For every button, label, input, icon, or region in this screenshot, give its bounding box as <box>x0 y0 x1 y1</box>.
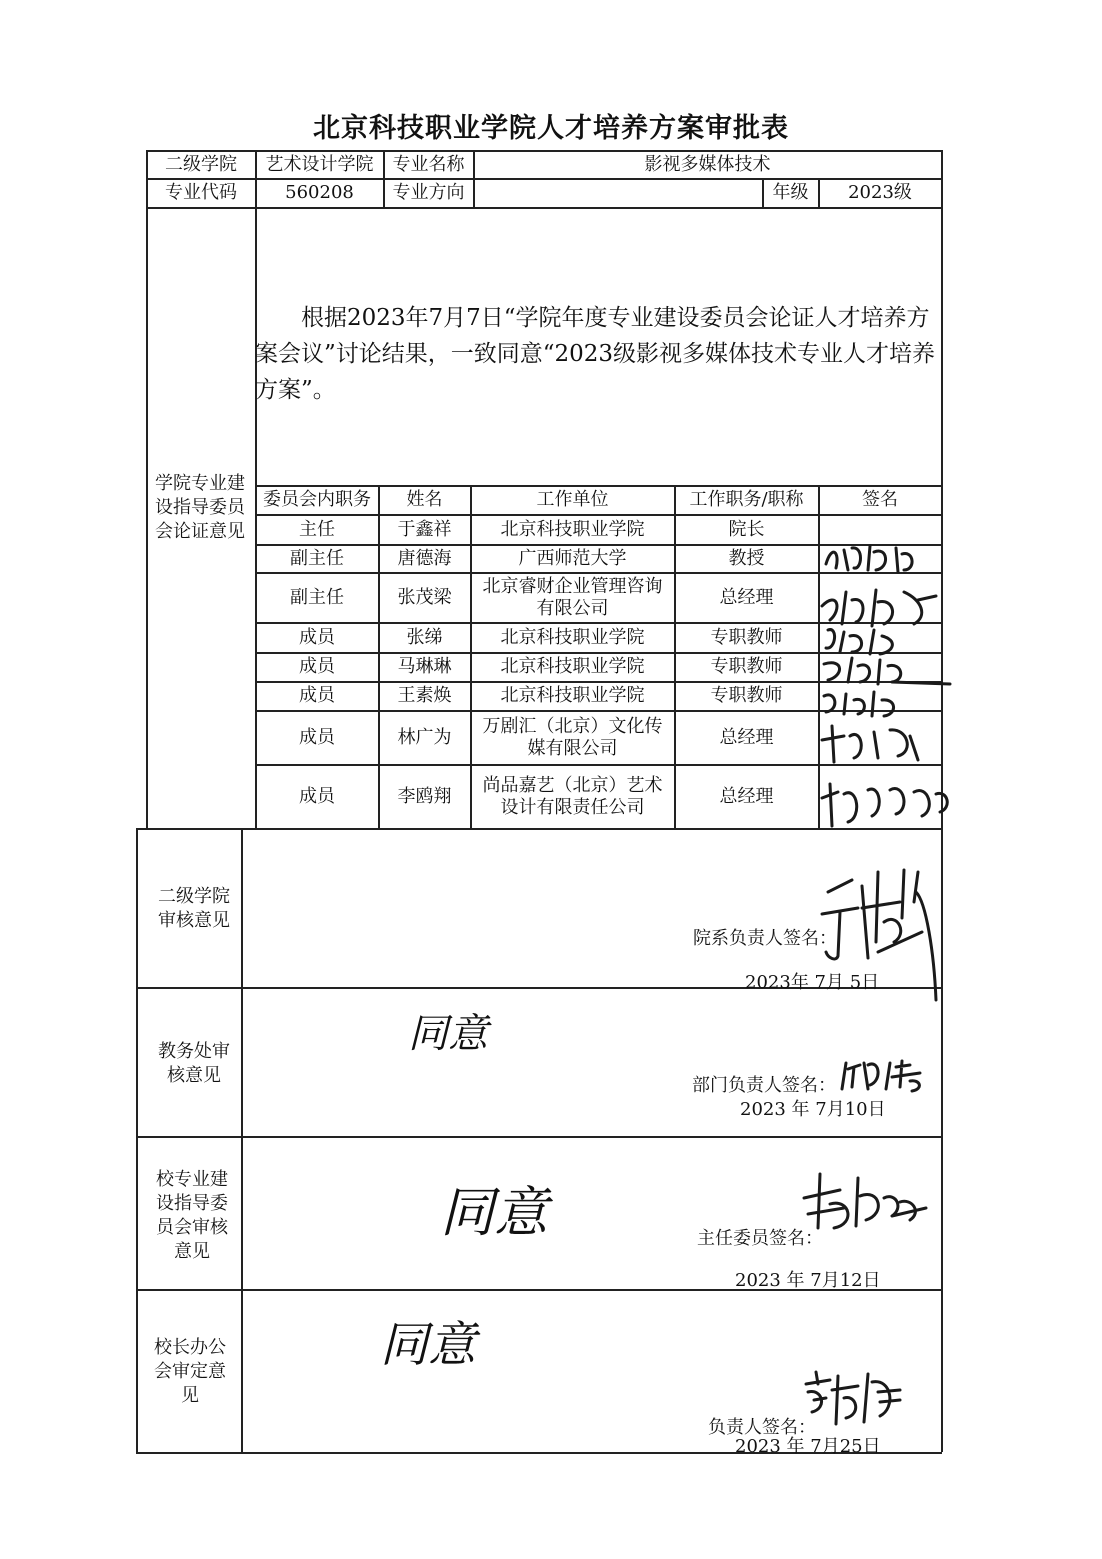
member-unit: 北京科技职业学院 <box>500 685 645 706</box>
academic-review-label: 教务处审核意见 <box>158 1041 230 1086</box>
member-title: 总经理 <box>719 586 774 608</box>
member-title: 专职教师 <box>710 626 783 648</box>
date-month-unit: 月 <box>826 972 844 993</box>
member-name: 唐德海 <box>397 547 452 569</box>
signature-mark <box>826 546 912 572</box>
member-name: 李鸥翔 <box>397 785 452 807</box>
date-year: 2023 <box>745 972 791 993</box>
signature-mark <box>806 1372 900 1424</box>
date-day: 10 <box>844 1099 868 1120</box>
date-day: 25 <box>839 1436 863 1457</box>
date-month: 7 <box>810 1436 822 1457</box>
school-committee-opinion: 同意 <box>440 1181 548 1244</box>
academic-sign-label: 部门负责人签名： <box>692 1075 836 1096</box>
date-month: 7 <box>814 972 826 993</box>
member-role: 成员 <box>299 685 335 706</box>
member-title: 专职教师 <box>710 685 783 706</box>
signature-mark <box>826 630 892 654</box>
member-name: 马琳琳 <box>397 656 452 677</box>
academic-date <box>740 1095 886 1121</box>
grade-label: 年级 <box>772 182 809 203</box>
member-unit: 北京科技职业学院 <box>500 656 645 677</box>
dept-label: 二级学院 <box>165 153 237 175</box>
major-value: 影视多媒体技术 <box>644 153 771 175</box>
dept-value: 艺术设计学院 <box>265 153 374 175</box>
date-day-unit: 日 <box>861 972 880 993</box>
member-name: 于鑫祥 <box>397 518 452 540</box>
date-month: 7 <box>810 1270 822 1291</box>
committee-side-label: 学院专业建设指导委员会论证意见 <box>155 473 245 542</box>
member-title: 总经理 <box>719 785 774 807</box>
academic-opinion: 同意 <box>408 1011 488 1057</box>
page-title: 北京科技职业学院人才培养方案审批表 <box>313 113 789 144</box>
date-year-unit: 年 <box>786 1436 805 1457</box>
president-sign-label: 负责人签名： <box>708 1417 816 1438</box>
school-committee-sign-label: 主任委员签名： <box>697 1228 823 1249</box>
col-name: 姓名 <box>406 489 443 510</box>
date-year: 2023 <box>740 1099 786 1120</box>
member-title: 总经理 <box>719 726 774 748</box>
committee-opinion: 根据2023年7月7日“学院年度专业建设委员会论证人才培养方案会议”讨论结果，一致同意“2023级影视多媒体技术专业人才培养方案”。 <box>255 305 936 403</box>
school-committee-signature <box>800 1168 930 1238</box>
date-month: 7 <box>815 1099 827 1120</box>
date-day-unit: 日 <box>867 1099 886 1120</box>
president-signature <box>800 1368 910 1428</box>
code-value: 560208 <box>285 182 354 203</box>
member-name: 王素焕 <box>397 685 452 706</box>
date-year-unit: 年 <box>791 1099 810 1120</box>
signature-mark <box>824 658 950 684</box>
signature-mark <box>822 784 947 826</box>
member-unit: 北京睿财企业管理咨询有限公司 <box>482 575 663 619</box>
date-year: 2023 <box>735 1270 781 1291</box>
member-unit: 北京科技职业学院 <box>500 626 645 648</box>
member-unit: 北京科技职业学院 <box>500 518 645 540</box>
signature-mark <box>822 726 918 762</box>
member-role: 成员 <box>299 626 335 648</box>
member-title: 教授 <box>728 547 765 569</box>
date-day-unit: 日 <box>862 1270 881 1291</box>
direction-value <box>474 179 762 207</box>
col-unit: 工作单位 <box>536 489 609 510</box>
member-title: 专职教师 <box>710 656 783 677</box>
date-month-unit: 月 <box>821 1270 840 1291</box>
member-role: 主任 <box>299 518 335 540</box>
date-month-unit: 月 <box>821 1436 840 1457</box>
member-name: 林广为 <box>397 726 452 748</box>
date-day: 5 <box>849 972 862 993</box>
col-title: 工作职务/职称 <box>689 489 804 510</box>
grade-value: 2023级 <box>848 182 912 203</box>
date-year: 2023 <box>735 1436 781 1457</box>
member-role: 成员 <box>299 726 335 748</box>
dept-sign-label: 院系负责人签名： <box>693 928 837 949</box>
president-opinion: 同意 <box>380 1317 477 1373</box>
academic-signature <box>840 1055 930 1095</box>
member-unit: 尚品嘉艺（北京）艺术设计有限责任公司 <box>482 774 663 818</box>
date-year-unit: 年 <box>790 972 809 993</box>
member-role: 副主任 <box>290 586 344 608</box>
school-committee-date <box>735 1266 881 1292</box>
date-day-unit: 日 <box>862 1436 881 1457</box>
major-label: 专业名称 <box>392 153 465 175</box>
col-signature: 签名 <box>862 489 898 510</box>
dept-review-label: 二级学院审核意见 <box>158 886 230 931</box>
signature-mark <box>842 1061 920 1091</box>
date-month-unit: 月 <box>826 1099 845 1120</box>
col-role: 委员会内职务 <box>263 489 371 510</box>
date-year-unit: 年 <box>786 1270 805 1291</box>
direction-label: 专业方向 <box>392 182 465 203</box>
school-committee-review-label: 校专业建设指导委员会审核意见 <box>156 1169 228 1262</box>
signature-mark <box>804 1174 926 1228</box>
member-role: 副主任 <box>290 547 344 569</box>
signature-mark <box>824 692 894 716</box>
member-role: 成员 <box>299 656 335 677</box>
member-unit: 万剧汇（北京）文化传媒有限公司 <box>482 715 663 759</box>
committee-signatures <box>818 540 938 830</box>
member-name: 张茂梁 <box>397 586 452 608</box>
date-day: 12 <box>839 1270 863 1291</box>
member-title: 院长 <box>728 518 765 540</box>
code-label: 专业代码 <box>165 182 237 203</box>
member-unit: 广西师范大学 <box>518 547 627 569</box>
member-name: 张绨 <box>406 626 443 648</box>
president-date <box>735 1432 881 1458</box>
member-role: 成员 <box>299 785 335 807</box>
dept-date <box>745 968 879 994</box>
president-review-label: 校长办公会审定意见 <box>154 1337 226 1406</box>
signature-mark <box>822 590 936 626</box>
